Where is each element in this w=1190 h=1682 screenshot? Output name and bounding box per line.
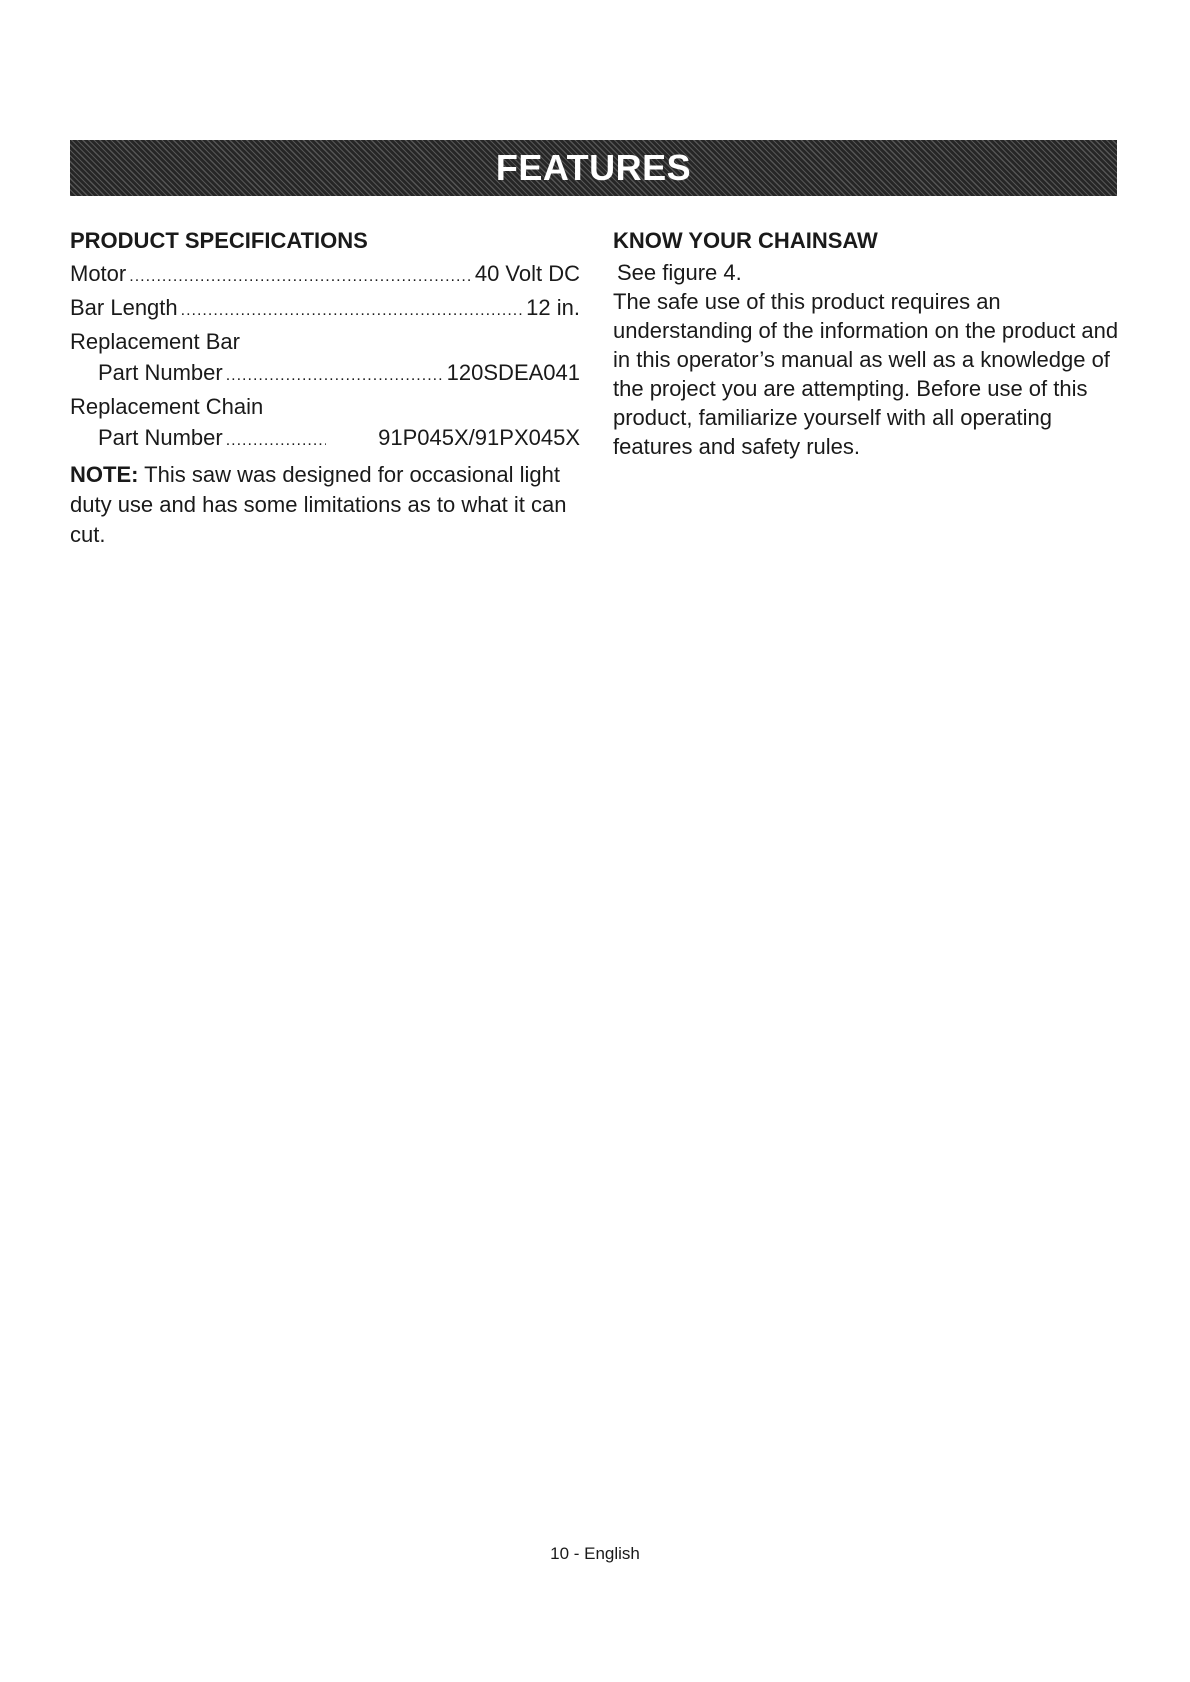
replacement-chain-label: Replacement Chain — [70, 394, 264, 419]
spec-row-bar-length — [70, 292, 580, 326]
motor-value: 40 Volt DC — [474, 261, 580, 286]
dot-leader — [129, 261, 472, 292]
know-your-chainsaw-section — [613, 228, 1133, 461]
replacement-chain-part-value: 91P045X/91PX045X — [378, 425, 580, 450]
replacement-bar-part-value: 120SDEA041 — [446, 360, 580, 385]
know-your-chainsaw-heading: KNOW YOUR CHAINSAW — [613, 228, 878, 253]
features-banner — [70, 140, 1117, 196]
spec-row-motor — [70, 258, 580, 292]
dot-leader — [181, 295, 524, 326]
bar-length-label: Bar Length — [70, 295, 178, 320]
product-specifications-heading: PRODUCT SPECIFICATIONS — [70, 228, 368, 253]
page-title: FEATURES — [495, 147, 692, 188]
replacement-bar-part-label: Part Number — [98, 360, 223, 385]
note-paragraph — [70, 460, 580, 550]
spec-row-replacement-bar-part — [70, 357, 580, 391]
dot-leader — [226, 360, 444, 391]
see-figure-text: See figure 4. — [617, 260, 742, 285]
spec-row-replacement-chain-part — [70, 422, 580, 456]
product-specifications-section — [70, 228, 580, 550]
note-text: This saw was designed for occasional light duty use and has some limitations as to what it can cut. — [70, 462, 567, 547]
motor-label: Motor — [70, 261, 127, 286]
dot-leader — [226, 425, 326, 456]
safety-paragraph: The safe use of this product requires an understanding of the information on the product and in this operator’s manual as well as a knowledge of the project you are attempting. Before use of this product, familiarize yourself with all operating features and safety rules. — [613, 289, 1119, 459]
replacement-bar-label: Replacement Bar — [70, 329, 240, 354]
page-number: 10 - English — [550, 1544, 640, 1563]
bar-length-value: 12 in. — [526, 295, 580, 320]
replacement-chain-part-label: Part Number — [98, 425, 223, 450]
note-label: NOTE: — [70, 462, 139, 487]
